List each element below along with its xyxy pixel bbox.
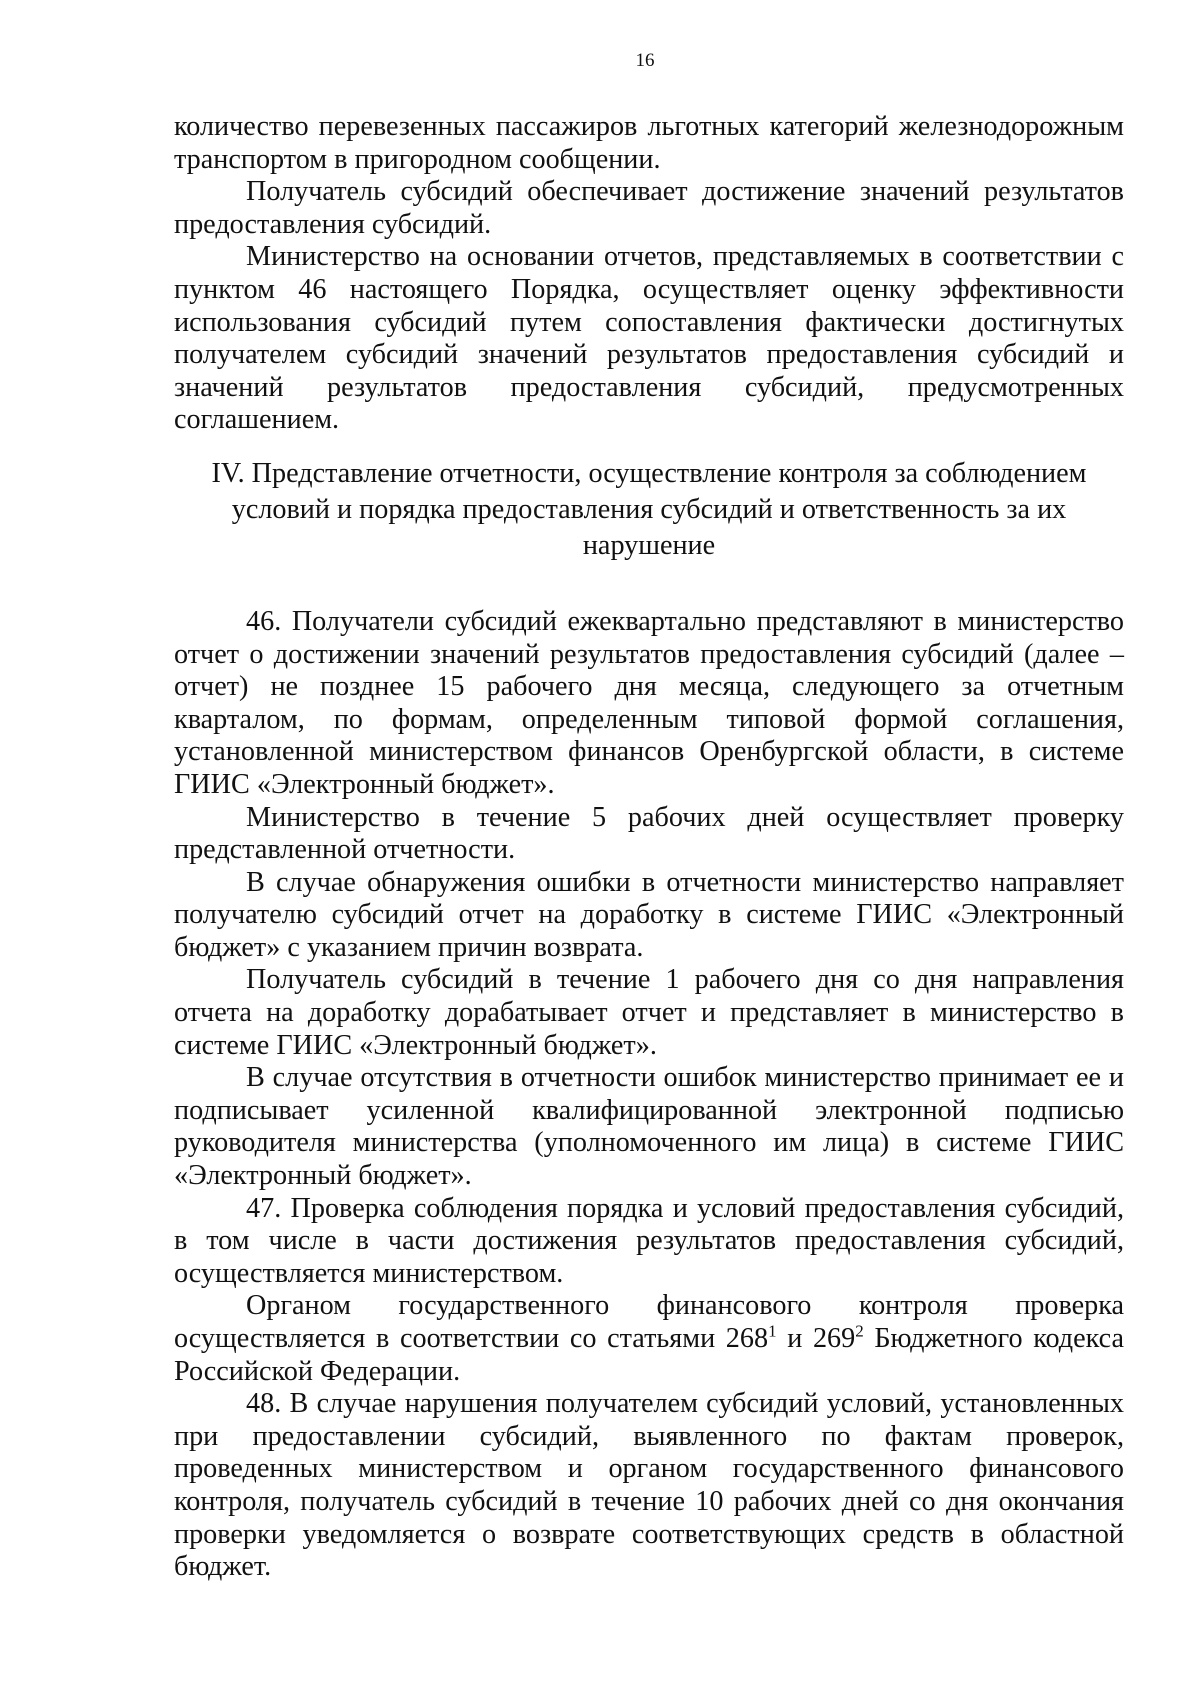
paragraph-efficiency-assessment: Министерство на основании отчетов, представляемых в соответствии с пунктом 46 настоящего Порядка, осуществляет оценку эффективности использования субсидий путем сопоставления фактически достигнутых получателем субсидий значений результатов предоставления субсидий и значений результатов предоставления субсидий, предусмотренных соглашением. xyxy=(174,241,1124,436)
paragraph-signing: В случае отсутствия в отчетности ошибок министерство принимает ее и подписывает усиленной квалифицированной электронной подписью руководителя министерства (уполномоченного им лица) в системе ГИИС «Электронный бюджет». xyxy=(174,1062,1124,1192)
articles-text-middle: и 269 xyxy=(776,1323,856,1354)
paragraph-48: 48. В случае нарушения получателем субсидий условий, установленных при предоставлении субсидий, выявленного по фактам проверок, проведенных министерством и органом государственного финансового контроля, получатель субсидий в течение 10 рабочих дней со дня окончания проверки уведомляется о возврате соответствующих средств в областной бюджет. xyxy=(174,1388,1124,1583)
paragraph-check-period: Министерство в течение 5 рабочих дней осуществляет проверку представленной отчетности. xyxy=(174,801,1124,866)
paragraph-rework: Получатель субсидий в течение 1 рабочего дня со дня направления отчета на доработку дорабатывает отчет и представляет в министерство в системе ГИИС «Электронный бюджет». xyxy=(174,964,1124,1061)
superscript-2: 2 xyxy=(855,1321,864,1341)
articles-text-before: Органом государственного финансового контроля проверка осуществляется в соответствии со статьями 268 xyxy=(174,1290,1124,1354)
section-heading-line-1: IV. Представление отчетности, осуществление контроля за соблюдением xyxy=(211,457,1087,489)
section-heading-line-3: нарушение xyxy=(582,529,716,561)
paragraph-error-return: В случае обнаружения ошибки в отчетности министерство направляет получателю субсидий отчет на доработку в системе ГИИС «Электронный бюджет» с указанием причин возврата. xyxy=(174,866,1124,963)
paragraph-46: 46. Получатели субсидий ежеквартально представляют в министерство отчет о достижении значений результатов предоставления субсидий (далее – отчет) не позднее 15 рабочего дня месяца, следующего за отчетным кварталом, по формам, определенным типовой формой соглашения, установленной министерством финансов Оренбургской области, в системе ГИИС «Электронный бюджет». xyxy=(174,605,1124,800)
document-body xyxy=(174,111,1124,1584)
section-heading xyxy=(174,456,1124,564)
paragraph-result-achievement: Получатель субсидий обеспечивает достижение значений результатов предоставления субсидий. xyxy=(174,176,1124,240)
page-number: 16 xyxy=(635,50,655,71)
paragraph-47: 47. Проверка соблюдения порядка и условий предоставления субсидий, в том числе в части достижения результатов предоставления субсидий, осуществляется министерством. xyxy=(174,1192,1124,1289)
paragraph-continuation: количество перевезенных пассажиров льготных категорий железнодорожным транспортом в пригородном сообщении. xyxy=(174,111,1124,175)
articles-text-after: Бюджетного кодекса Российской Федерации. xyxy=(174,1323,1124,1387)
section-heading-line-2: условий и порядка предоставления субсидий и ответственность за их xyxy=(231,493,1067,525)
superscript-1: 1 xyxy=(768,1321,777,1341)
paragraph-financial-control xyxy=(174,1290,1124,1388)
spacer xyxy=(174,564,1124,606)
